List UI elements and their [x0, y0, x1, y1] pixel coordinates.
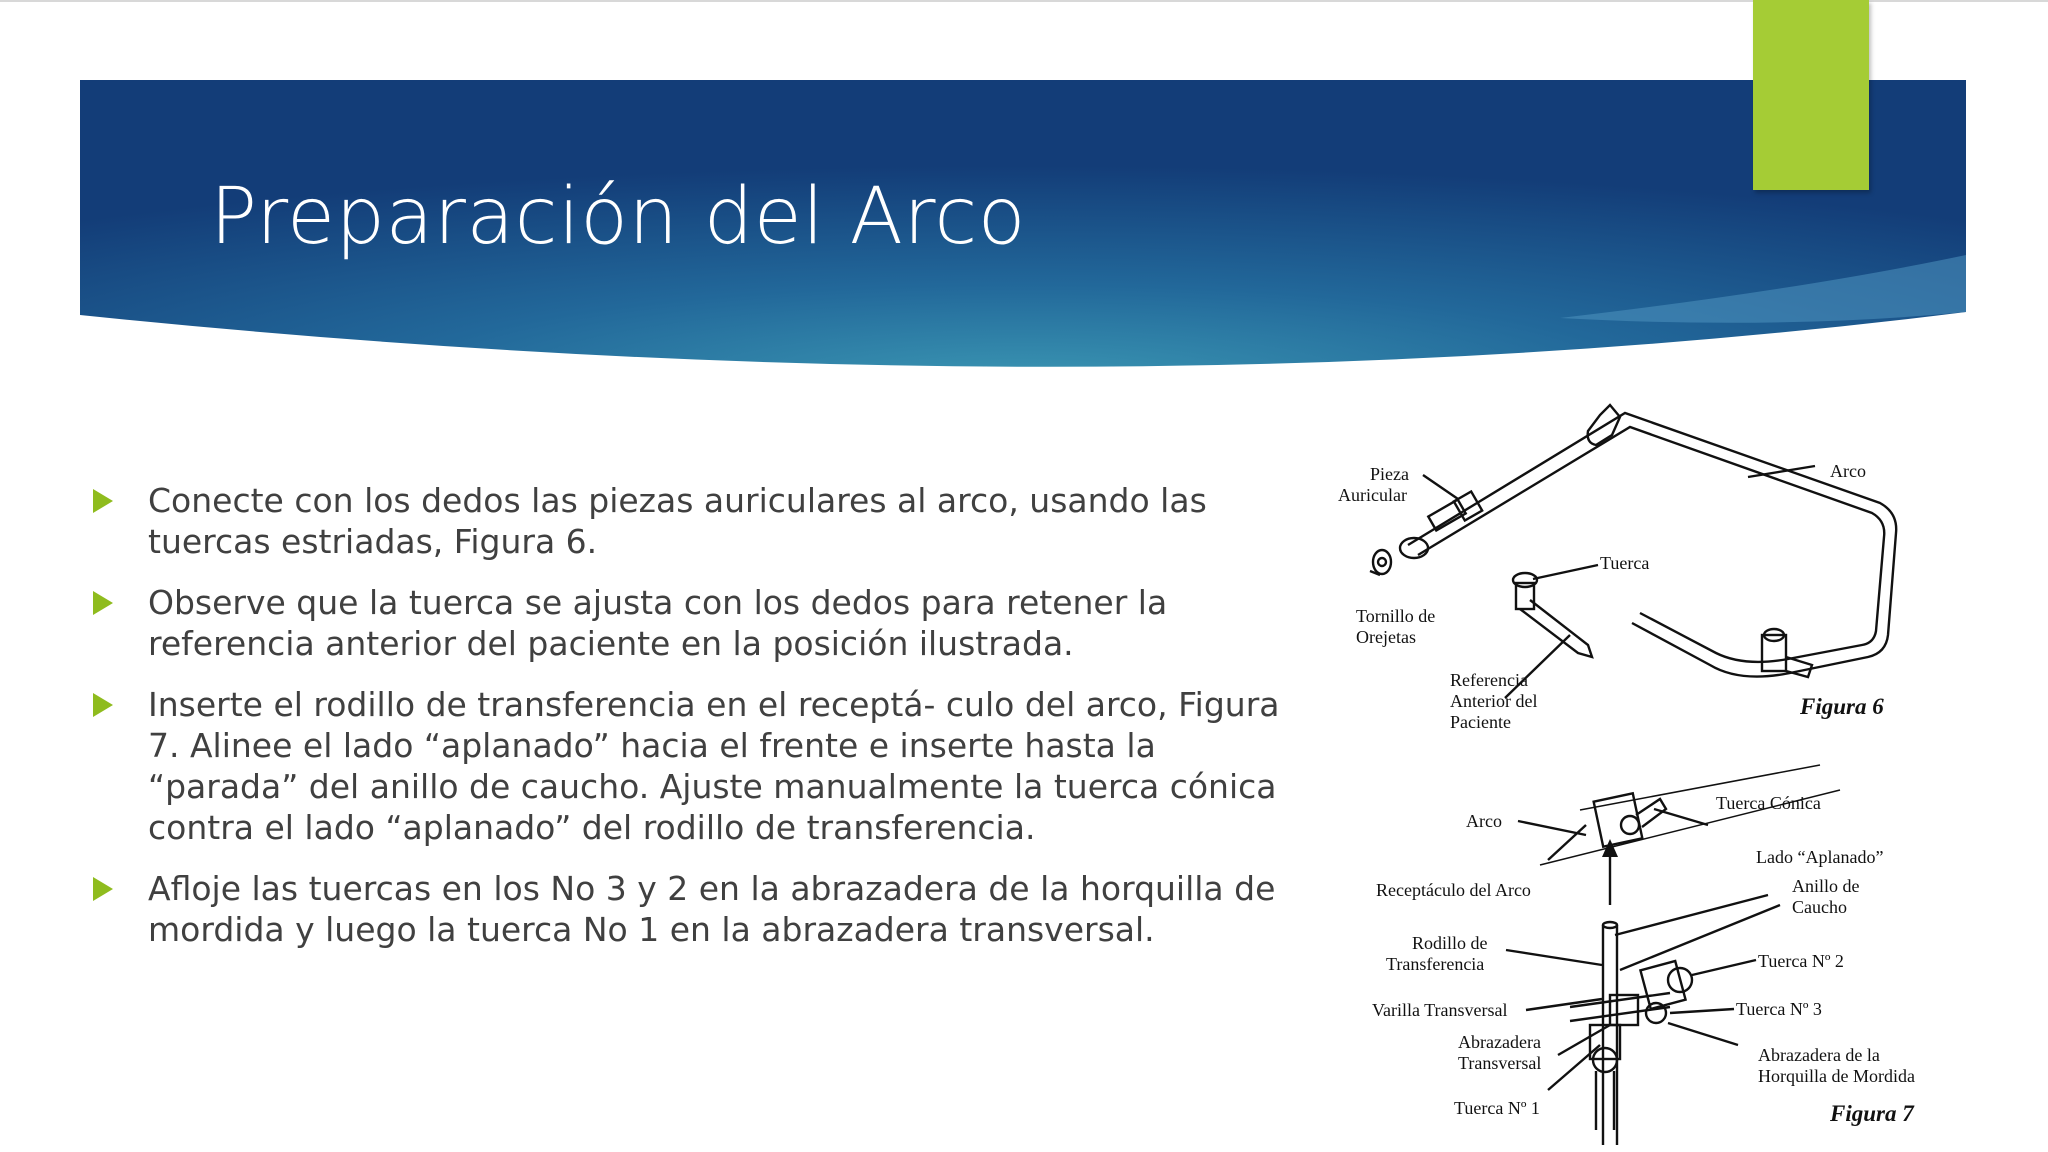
fig6-label-tuerca: Tuerca [1600, 553, 1650, 573]
fig7-label-abrazadera-transversal: Abrazadera Transversal [1458, 1032, 1542, 1073]
bullet-list [88, 480, 1298, 970]
figure-6-drawing [1373, 405, 1896, 677]
fig6-label-tornillo: Tornillo de Orejetas [1356, 606, 1436, 647]
bullet-text: Observe que la tuerca se ajusta con los dedos para retener la referencia anterior del paciente en la posición ilustrada. [148, 583, 1168, 663]
fig7-label-arco: Arco [1466, 811, 1502, 831]
fig7-label-lado-aplanado: Lado “Aplanado” [1756, 847, 1884, 867]
bullet-arrow-icon [93, 693, 113, 717]
bullet-text: Afloje las tuercas en los No 3 y 2 en la abrazadera de la horquilla de mordida y luego la tuerca No 1 en la abrazadera transversal. [148, 869, 1276, 949]
fig7-label-rodillo: Rodillo de Transferencia [1386, 933, 1488, 974]
bullet-item [88, 480, 1298, 562]
fig7-label-tuerca-2: Tuerca Nº 2 [1758, 951, 1844, 971]
fig7-caption: Figura 7 [1830, 1101, 1914, 1126]
slide-title: Preparación del Arco [210, 172, 1026, 262]
fig6-label-referencia: Referencia Anterior del Paciente [1450, 670, 1538, 732]
bullet-arrow-icon [93, 877, 113, 901]
figure-7-leaders [1506, 809, 1780, 1090]
fig7-label-tuerca-1: Tuerca Nº 1 [1454, 1098, 1540, 1118]
fig6-caption: Figura 6 [1800, 694, 1884, 719]
bullet-item [88, 868, 1298, 950]
figure-6-leaders [1370, 466, 1815, 698]
bullet-item [88, 684, 1298, 848]
bullet-text: Inserte el rodillo de transferencia en el receptá- culo del arco, Figura 7. Alinee el lado “aplanado” hacia el frente e inserte hasta la “parada” del anillo de caucho. Ajuste manualmente la tuerca cónica contra el lado “aplanado” del rodillo de transferencia. [148, 685, 1280, 847]
bullet-item [88, 582, 1298, 664]
accent-tab [1753, 0, 1869, 190]
technical-figures [1320, 395, 1960, 1145]
bullet-text: Conecte con los dedos las piezas auriculares al arco, usando las tuercas estriadas, Figura 6. [148, 481, 1207, 561]
fig6-label-pieza: Pieza Auricular [1338, 464, 1409, 505]
fig7-label-varilla: Varilla Transversal [1372, 1000, 1508, 1020]
fig7-label-tuerca-conica: Tuerca Cónica [1716, 793, 1821, 813]
fig7-label-receptaculo: Receptáculo del Arco [1376, 880, 1531, 900]
fig6-label-arco: Arco [1830, 461, 1866, 481]
fig7-label-abrazadera-horquilla: Abrazadera de la Horquilla de Mordida [1758, 1045, 1915, 1086]
fig7-label-anillo: Anillo de Caucho [1792, 876, 1860, 917]
bullet-arrow-icon [93, 591, 113, 615]
fig7-label-tuerca-3: Tuerca Nº 3 [1736, 999, 1822, 1019]
bullet-arrow-icon [93, 489, 113, 513]
